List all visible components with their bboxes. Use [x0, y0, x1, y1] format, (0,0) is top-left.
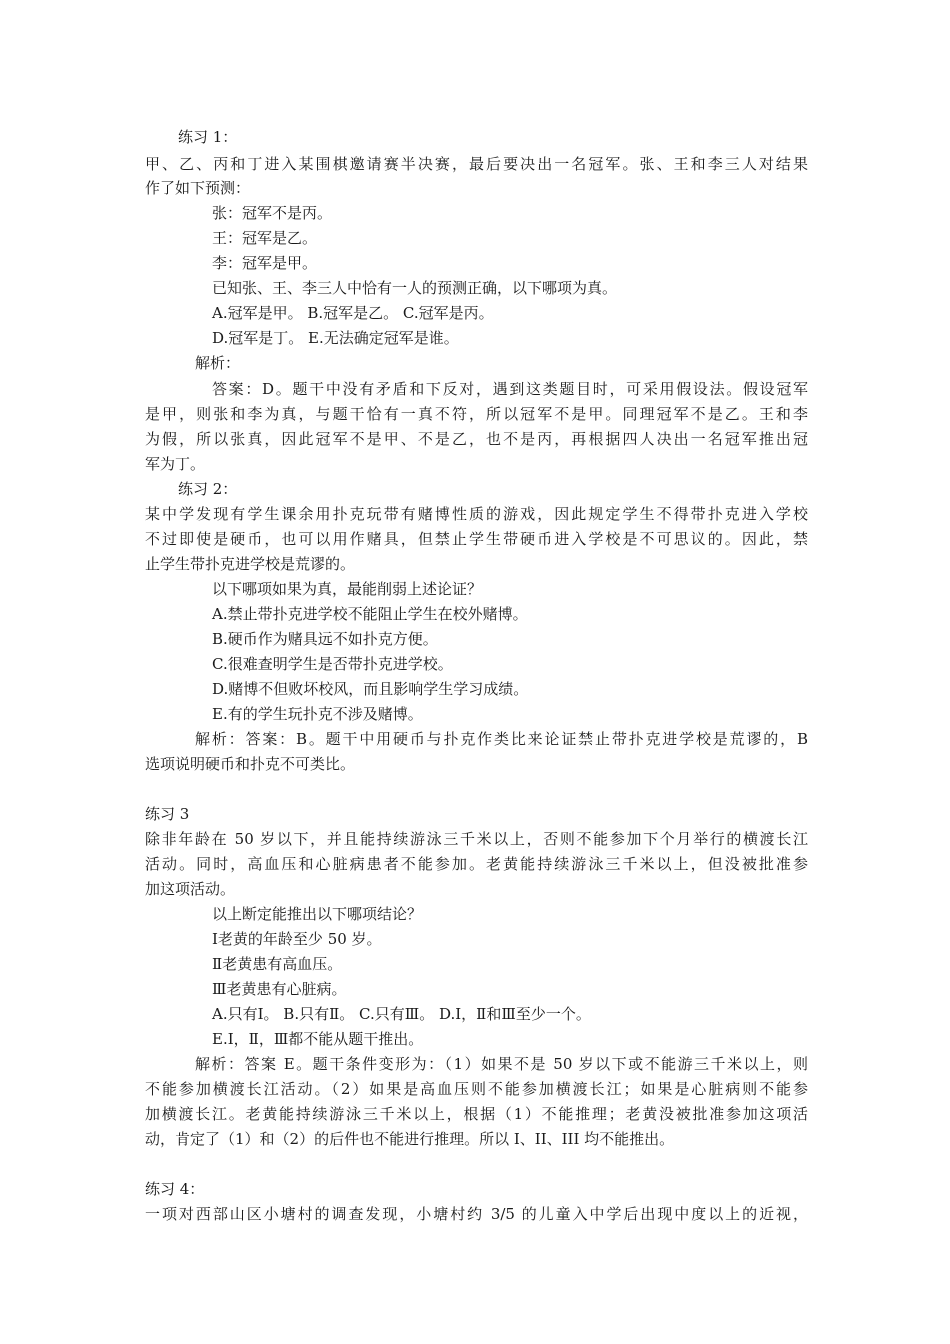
ex3-stem-line-2: 活动。同时，高血压和心脏病患者不能参加。老黄能持续游泳三千米以上，但没被批准参	[145, 855, 808, 873]
ex2-stem-line-2: 不过即使是硬币，也可以用作赌具，但禁止学生带硬币进入学校是不可思议的。因此，禁	[145, 530, 808, 548]
ex3-stem-line-3: 加这项活动。	[145, 880, 236, 898]
ex3-options-line-2: E.Ⅰ，Ⅱ，Ⅲ都不能从题干推出。	[212, 1030, 424, 1048]
ex2-stem-line-1: 某中学发现有学生课余用扑克玩带有赌博性质的游戏，因此规定学生不得带扑克进入学校	[145, 505, 808, 523]
ex1-prediction-wang: 王：冠军是乙。	[212, 229, 318, 247]
ex2-option-a: A.禁止带扑克进学校不能阻止学生在校外赌博。	[212, 605, 528, 623]
ex4-stem-line-1: 一项对西部山区小塘村的调查发现，小塘村约 3/5 的儿童入中学后出现中度以上的近视，	[145, 1205, 808, 1223]
ex1-question: 已知张、王、李三人中恰有一人的预测正确，以下哪项为真。	[212, 279, 618, 297]
ex1-options-line-2: D.冠军是丁。 E.无法确定冠军是谁。	[212, 329, 459, 347]
ex3-item-3: Ⅲ老黄患有心脏病。	[212, 980, 347, 998]
ex2-option-b: B.硬币作为赌具远不如扑克方便。	[212, 630, 438, 648]
ex3-item-1: Ⅰ老黄的年龄至少 50 岁。	[212, 930, 382, 948]
ex1-prediction-zhang: 张：冠军不是丙。	[212, 204, 333, 222]
ex1-analysis-line-4: 军为丁。	[145, 455, 206, 473]
ex3-stem-line-1: 除非年龄在 50 岁以下，并且能持续游泳三千米以上，否则不能参加下个月举行的横渡长江	[145, 830, 808, 848]
ex3-options-line-1: A.只有Ⅰ。 B.只有Ⅱ。 C.只有Ⅲ。 D.Ⅰ，Ⅱ和Ⅲ至少一个。	[212, 1005, 591, 1023]
ex3-analysis-line-3: 加横渡长江。老黄能持续游泳三千米以上，根据（1）不能推理；老黄没被批准参加这项活	[145, 1105, 808, 1123]
ex1-analysis-line-2: 是甲，则张和李为真，与题干恰有一真不符，所以冠军不是甲。同理冠军不是乙。王和李	[145, 405, 808, 423]
ex2-option-d: D.赌博不但败坏校风，而且影响学生学习成绩。	[212, 680, 529, 698]
ex1-analysis-line-1: 答案：D。题干中没有矛盾和下反对，遇到这类题目时，可采用假设法。假设冠军	[212, 380, 808, 398]
ex1-heading: 练习 1：	[178, 128, 238, 146]
ex2-question: 以下哪项如果为真，最能削弱上述论证？	[212, 580, 483, 598]
ex1-analysis-label: 解析：	[195, 354, 241, 372]
ex3-analysis-line-1: 解析：答案 E。题干条件变形为：（1）如果不是 50 岁以下或不能游三千米以上，则	[195, 1055, 808, 1073]
ex1-stem-line-1: 甲、乙、丙和丁进入某围棋邀请赛半决赛，最后要决出一名冠军。张、王和李三人对结果	[145, 155, 808, 173]
ex3-item-2: Ⅱ老黄患有高血压。	[212, 955, 343, 973]
ex4-heading: 练习 4：	[145, 1180, 205, 1198]
ex3-analysis-line-2: 不能参加横渡长江活动。（2）如果是高血压则不能参加横渡长江；如果是心脏病则不能参	[145, 1080, 808, 1098]
ex1-analysis-line-3: 为假，所以张真，因此冠军不是甲、不是乙，也不是丙，再根据四人决出一名冠军推出冠	[145, 430, 808, 448]
ex1-options-line-1: A.冠军是甲。 B.冠军是乙。 C.冠军是丙。	[212, 304, 494, 322]
ex2-option-c: C.很难查明学生是否带扑克进学校。	[212, 655, 453, 673]
ex1-stem-line-2: 作了如下预测：	[145, 179, 251, 197]
ex2-stem-line-3: 止学生带扑克进学校是荒谬的。	[145, 555, 356, 573]
ex1-prediction-li: 李：冠军是甲。	[212, 254, 318, 272]
ex2-option-e: E.有的学生玩扑克不涉及赌博。	[212, 705, 423, 723]
ex2-analysis-line-1: 解析：答案：B。题干中用硬币与扑克作类比来论证禁止带扑克进学校是荒谬的，B	[195, 730, 808, 748]
ex2-analysis-line-2: 选项说明硬币和扑克不可类比。	[145, 755, 356, 773]
ex2-heading: 练习 2：	[178, 480, 238, 498]
ex3-analysis-line-4: 动，肯定了（1）和（2）的后件也不能进行推理。所以 I、II、III 均不能推出。	[145, 1130, 675, 1148]
ex3-question: 以上断定能推出以下哪项结论？	[212, 905, 423, 923]
ex3-heading: 练习 3	[145, 805, 190, 823]
